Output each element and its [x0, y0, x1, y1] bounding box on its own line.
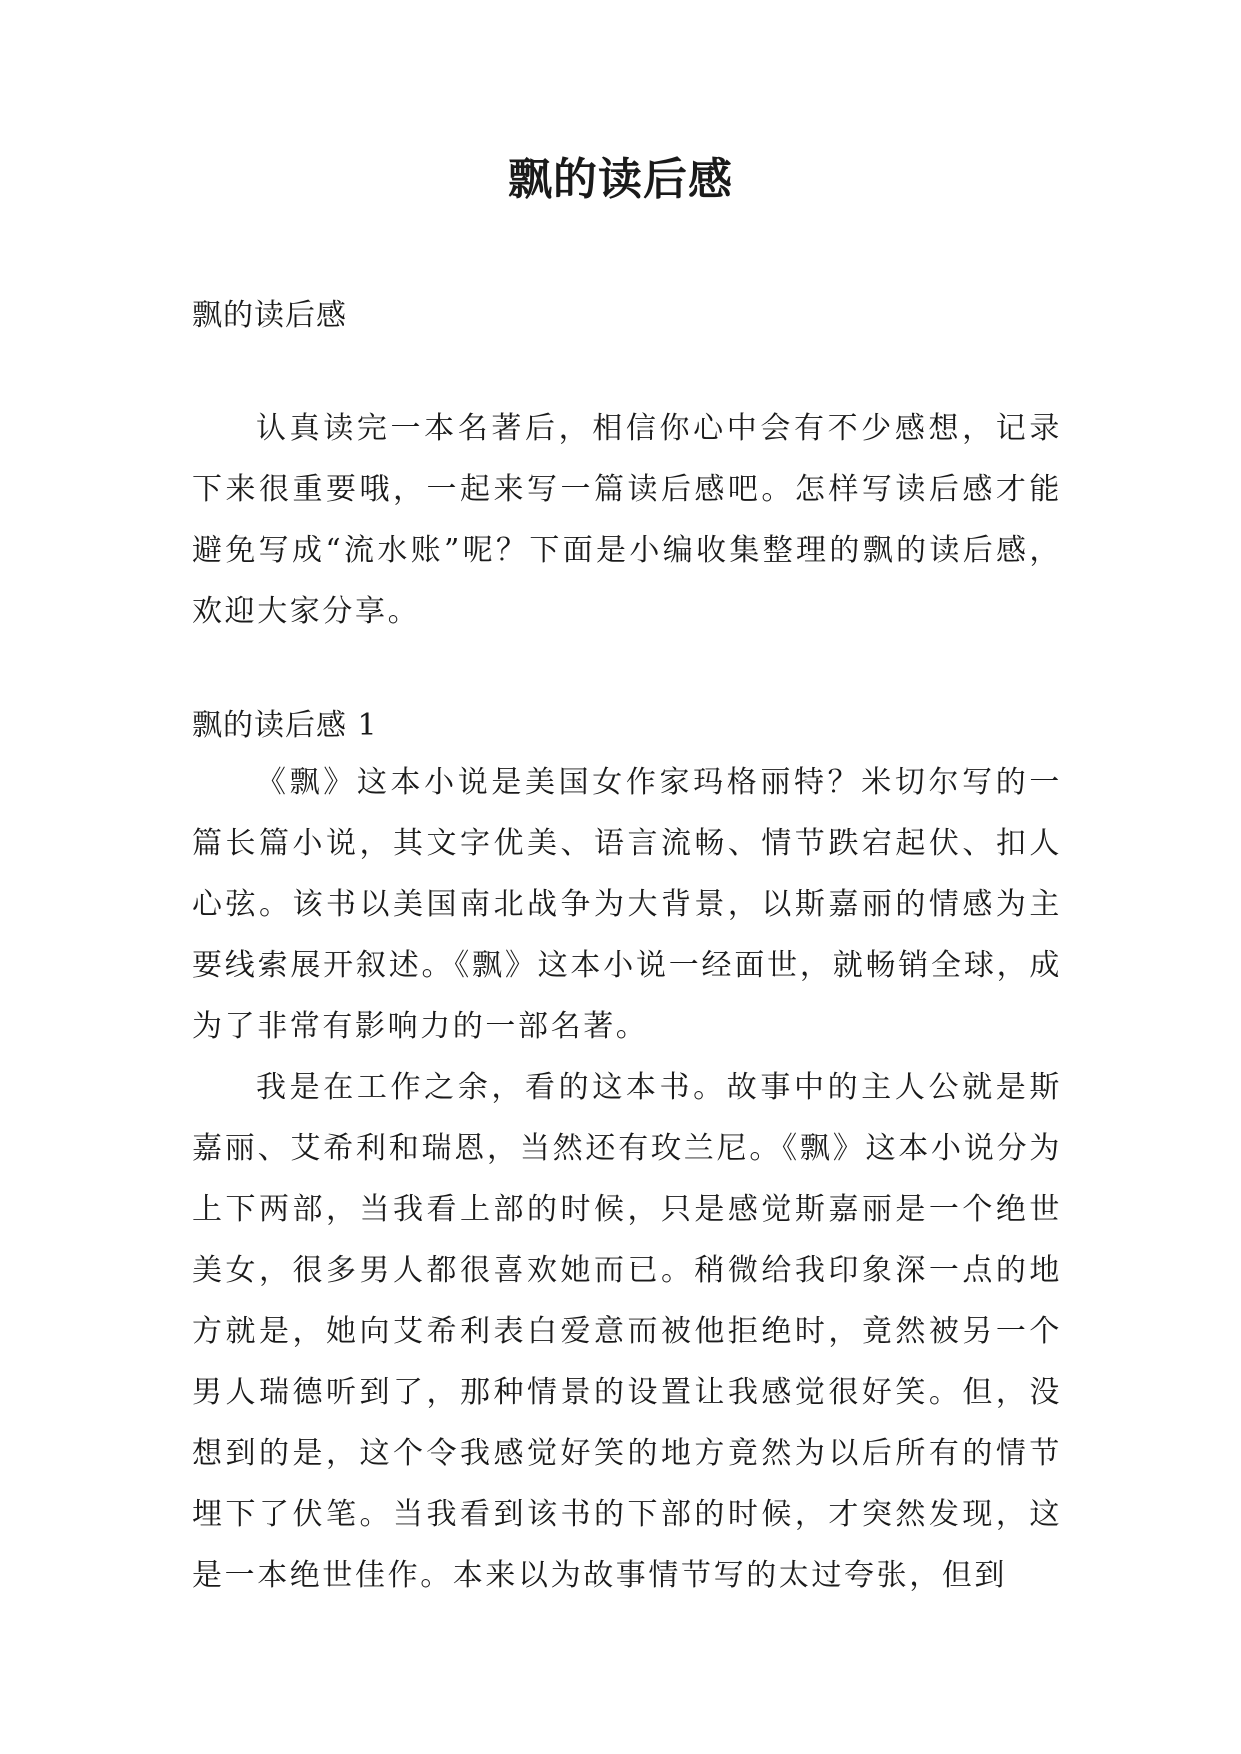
document-body — [192, 290, 1062, 1606]
body-paragraph: 我是在工作之余，看的这本书。故事中的主人公就是斯嘉丽、艾希利和瑞恩，当然还有玫兰尼。《飘》这本小说分为上下两部，当我看上部的时候，只是感觉斯嘉丽是一个绝世美女，很多男人都很喜欢她而已。稍微给我印象深一点的地方就是，她向艾希利表白爱意而被他拒绝时，竟然被另一个男人瑞德听到了，那种情景的设置让我感觉很好笑。但，没想到的是，这个令我感觉好笑的地方竟然为以后所有的情节埋下了伏笔。当我看到该书的下部的时候，才突然发现，这是一本绝世佳作。本来以为故事情节写的太过夸张，但到 — [192, 1070, 1062, 1593]
spacer — [192, 642, 1062, 700]
spacer — [192, 342, 1062, 398]
section-heading: 飘的读后感 1 — [192, 708, 378, 743]
document-title: 飘的读后感 — [508, 154, 733, 205]
document-subtitle: 飘的读后感 — [192, 298, 347, 333]
body-paragraph: 《飘》这本小说是美国女作家玛格丽特？米切尔写的一篇长篇小说，其文字优美、语言流畅、情节跌宕起伏、扣人心弦。该书以美国南北战争为大背景，以斯嘉丽的情感为主要线索展开叙述。《飘》这本小说一经面世，就畅销全球，成为了非常有影响力的一部名著。 — [192, 765, 1062, 1044]
intro-paragraph: 认真读完一本名著后，相信你心中会有不少感想，记录下来很重要哦，一起来写一篇读后感吧。怎样写读后感才能避免写成“流水账”呢？下面是小编收集整理的飘的读后感，欢迎大家分享。 — [192, 411, 1062, 629]
